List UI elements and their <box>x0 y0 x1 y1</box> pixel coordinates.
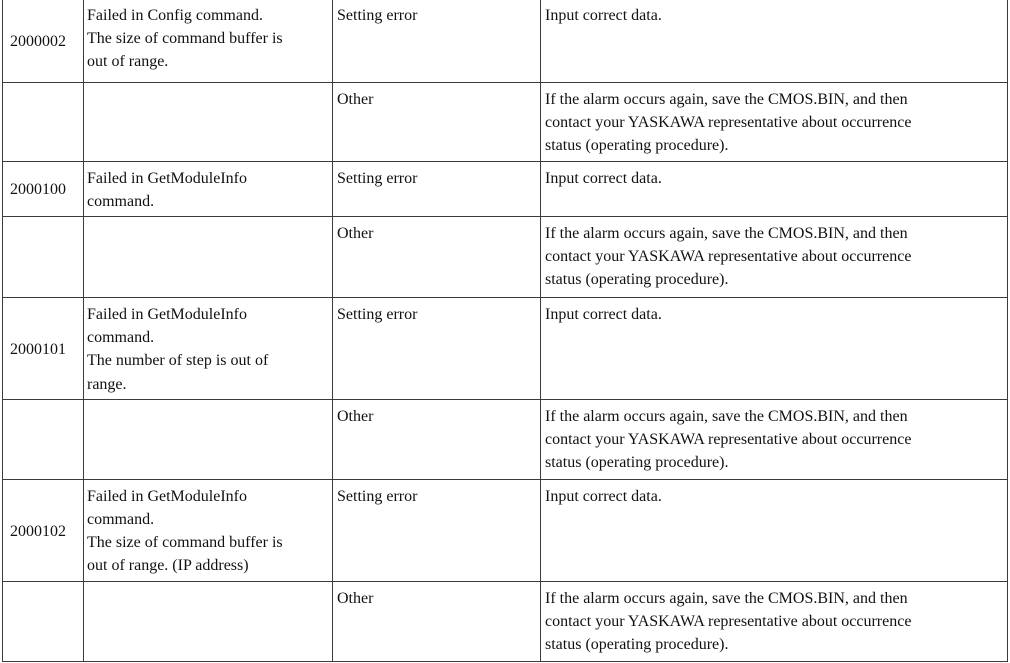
action-line: contact your YASKAWA representative about occurrence <box>545 612 912 630</box>
alarm-code-cell: 2000102 <box>3 479 84 581</box>
action-line: contact your YASKAWA representative about occurrence <box>545 431 912 449</box>
table-row <box>3 0 1008 83</box>
action-cell <box>541 161 1008 216</box>
action-cell <box>541 399 1008 479</box>
alarm-description-cell <box>84 479 333 581</box>
action-cell <box>541 479 1008 581</box>
description-line: command. <box>87 192 155 210</box>
table-row <box>3 161 1008 216</box>
action-line: status (operating procedure). <box>545 137 729 155</box>
alarm-code-cell <box>3 217 84 298</box>
alarm-description-cell <box>84 161 333 216</box>
action-cell <box>541 83 1008 162</box>
cause-cell: Setting error <box>333 479 541 581</box>
action-line: If the alarm occurs again, save the CMOS.BIN, and then <box>545 589 908 607</box>
table-row <box>3 83 1008 162</box>
description-line: The number of step is out of <box>87 352 269 370</box>
action-cell <box>541 298 1008 400</box>
action-line: If the alarm occurs again, save the CMOS.BIN, and then <box>545 225 908 243</box>
description-line: Failed in GetModuleInfo <box>87 306 247 324</box>
action-line: Input correct data. <box>545 169 662 187</box>
cause-cell: Setting error <box>333 161 541 216</box>
cause-cell: Other <box>333 217 541 298</box>
description-line: command. <box>87 329 155 347</box>
action-line: Input correct data. <box>545 487 662 505</box>
alarm-description-cell <box>84 217 333 298</box>
alarm-table-body <box>3 0 1008 661</box>
action-line: Input correct data. <box>545 306 662 324</box>
alarm-description-cell <box>84 83 333 162</box>
cause-cell: Other <box>333 581 541 661</box>
table-row <box>3 581 1008 661</box>
description-line: Failed in GetModuleInfo <box>87 487 247 505</box>
action-line: status (operating procedure). <box>545 636 729 654</box>
description-line: Failed in GetModuleInfo <box>87 169 247 187</box>
cause-cell: Setting error <box>333 298 541 400</box>
action-line: status (operating procedure). <box>545 454 729 472</box>
description-line: range. <box>87 375 127 393</box>
alarm-code-cell <box>3 83 84 162</box>
action-line: contact your YASKAWA representative about occurrence <box>545 248 912 266</box>
table-row <box>3 298 1008 400</box>
alarm-code-cell <box>3 399 84 479</box>
alarm-table <box>2 0 1008 662</box>
table-row <box>3 399 1008 479</box>
action-line: Input correct data. <box>545 7 662 24</box>
action-line: If the alarm occurs again, save the CMOS.BIN, and then <box>545 91 908 108</box>
alarm-description-cell <box>84 581 333 661</box>
description-line: command. <box>87 511 155 529</box>
action-line: contact your YASKAWA representative about occurrence <box>545 114 912 132</box>
alarm-code-cell: 2000002 <box>3 0 84 83</box>
cause-cell: Other <box>333 83 541 162</box>
alarm-code-cell: 2000100 <box>3 161 84 216</box>
description-line: Failed in Config command. <box>87 7 263 24</box>
action-cell <box>541 581 1008 661</box>
description-line: out of range. <box>87 53 169 71</box>
cause-cell: Other <box>333 399 541 479</box>
description-line: out of range. (IP address) <box>87 557 249 575</box>
table-row <box>3 479 1008 581</box>
alarm-description-cell <box>84 399 333 479</box>
description-line: The size of command buffer is <box>87 30 283 48</box>
alarm-description-cell <box>84 0 333 83</box>
alarm-code-cell: 2000101 <box>3 298 84 400</box>
action-line: status (operating procedure). <box>545 271 729 289</box>
table-row <box>3 217 1008 298</box>
action-line: If the alarm occurs again, save the CMOS.BIN, and then <box>545 407 908 425</box>
description-line: The size of command buffer is <box>87 534 283 552</box>
alarm-description-cell <box>84 298 333 400</box>
cause-cell: Setting error <box>333 0 541 83</box>
alarm-code-cell <box>3 581 84 661</box>
action-cell <box>541 217 1008 298</box>
action-cell <box>541 0 1008 83</box>
